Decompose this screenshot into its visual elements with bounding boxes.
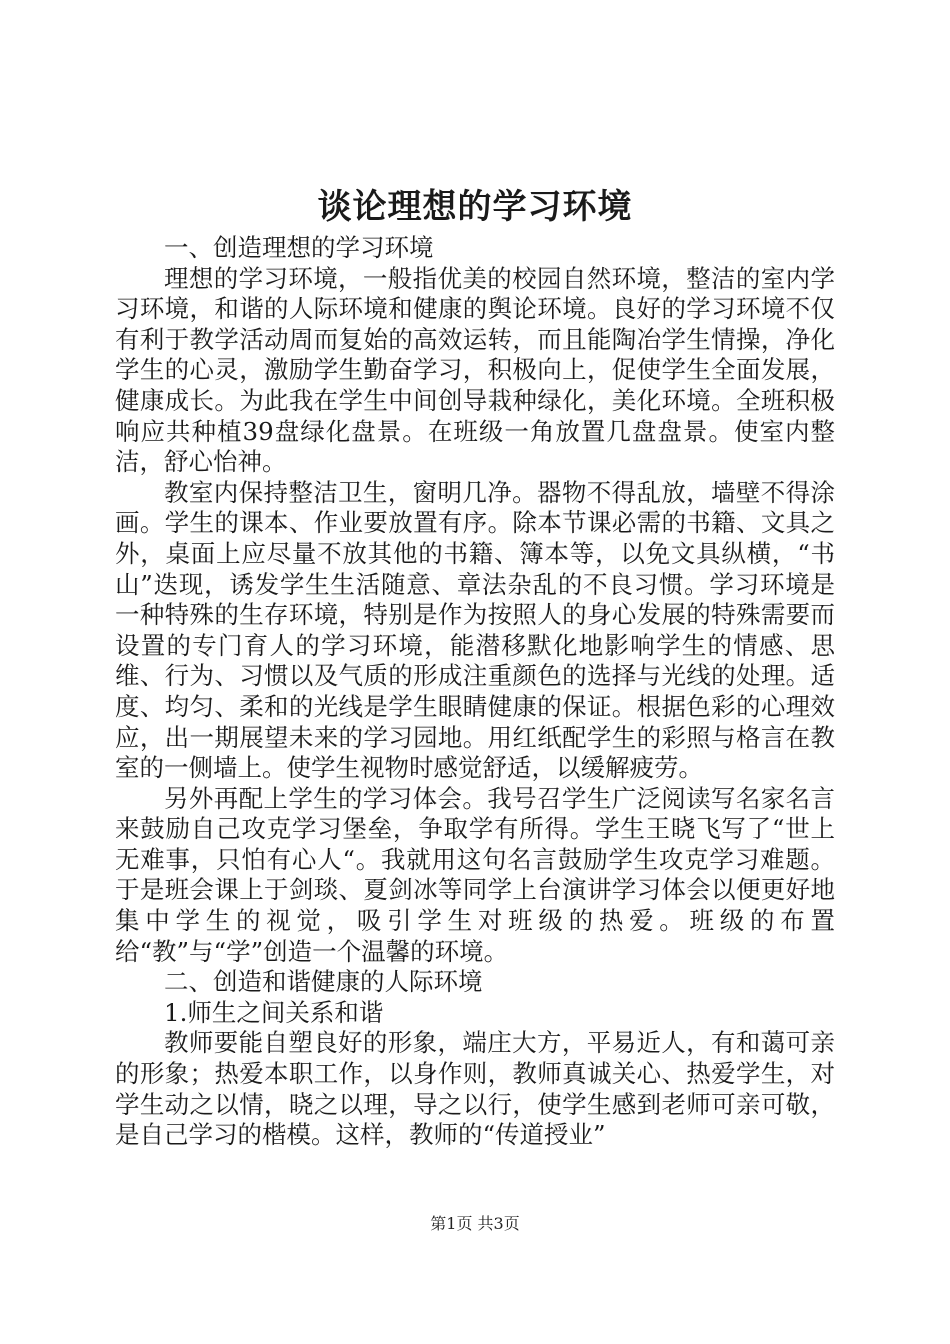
- paragraph: 另外再配上学生的学习体会。我号召学生广泛阅读写名家名言来鼓励自己攻克学习堡垒，争取学有所得。学生王晓飞写了“世上无难事，只怕有心人“。我就用这句名言鼓励学生攻克学习难题。于是班会课上于剑琰、夏剑冰等同学上台演讲学习体会以便更好地集中学生的视觉，吸引学生对班级的热爱。班级的布置给“教”与“学”创造一个温馨的环境。: [115, 783, 835, 966]
- document-title: 谈论理想的学习环境: [317, 187, 633, 227]
- section-heading-1: 一、创造理想的学习环境: [164, 233, 434, 262]
- document-body: [115, 233, 835, 1151]
- paragraph: 教师要能自塑良好的形象，端庄大方，平易近人，有和蔼可亲的形象；热爱本职工作，以身作则，教师真诚关心、热爱学生，对学生动之以情，晓之以理，导之以行，使学生感到老师可亲可敬，是自己学习的楷模。这样，教师的“传道授业”: [115, 1028, 835, 1150]
- page-number-footer: 第1页 共3页: [430, 1214, 520, 1233]
- subsection-heading: 1.师生之间关系和谐: [164, 997, 384, 1027]
- paragraph: 教室内保持整洁卫生，窗明几净。器物不得乱放，墙壁不得涂画。学生的课本、作业要放置有序。除本节课必需的书籍、文具之外，桌面上应尽量不放其他的书籍、簿本等，以免文具纵横，“书山”迭现，诱发学生生活随意、章法杂乱的不良习惯。学习环境是一种特殊的生存环境，特别是作为按照人的身心发展的特殊需要而设置的专门育人的学习环境，能潜移默化地影响学生的情感、思维、行为、习惯以及气质的形成注重颜色的选择与光线的处理。适度、均匀、柔和的光线是学生眼睛健康的保证。根据色彩的心理效应，出一期展望未来的学习园地。用红纸配学生的彩照与格言在教室的一侧墙上。使学生视物时感觉舒适，以缓解疲劳。: [115, 477, 835, 783]
- section-heading-2: 二、创造和谐健康的人际环境: [164, 967, 483, 997]
- paragraph: 理想的学习环境，一般指优美的校园自然环境，整洁的室内学习环境，和谐的人际环境和健康的舆论环境。良好的学习环境不仅有利于教学活动周而复始的高效运转，而且能陶冶学生情操，净化学生的心灵，激励学生勤奋学习，积极向上，促使学生全面发展，健康成长。为此我在学生中间创导栽种绿化，美化环境。全班积极响应共种植39盘绿化盘景。在班级一角放置几盘盘景。使室内整洁，舒心怡神。: [115, 263, 835, 477]
